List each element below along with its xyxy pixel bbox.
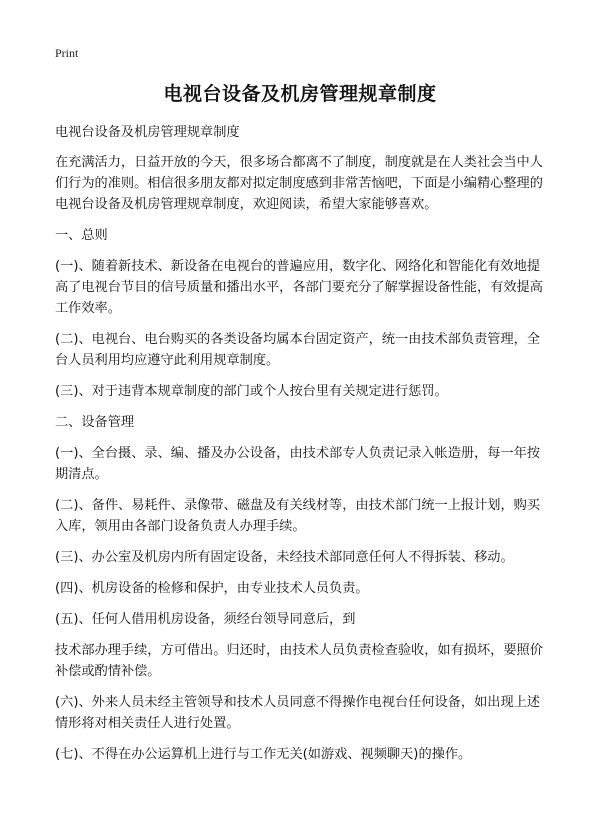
section2-item-4: (四)、机房设备的检修和保护，由专业技术人员负责。 [55, 581, 369, 596]
section2-item-7: (七)、不得在办公运算机上进行与工作无关(如游戏、视频聊天)的操作。 [55, 747, 472, 762]
section1-item-1: (一)、随着新技术、新设备在电视台的普遍应用，数字化、网络化和智能化有效地提高了电视台节目的信号质量和播出水平，各部门要充分了解掌握设备性能，有效提高工作效率。 [55, 259, 543, 316]
section2-item-6: (六)、外来人员未经主管领导和技术人员同意不得操作电视台任何设备，如出现上述情形将对相关责任人进行处置。 [55, 695, 541, 731]
section2-item-5: (五)、任何人借用机房设备，须经台领导同意后，到 [55, 612, 356, 627]
page-title: 电视台设备及机房管理规章制度 [163, 83, 437, 105]
document-subtitle: 电视台设备及机房管理规章制度 [55, 125, 240, 140]
document-body [55, 122, 550, 775]
section2-item-5-continued: 技术部办理手续，方可借出。归还时，由技术人员负责检查验收，如有损坏，要照价补偿或酌情补偿。 [55, 643, 543, 679]
section1-item-3: (三)、对于违背本规章制度的部门或个人按台里有关规定进行惩罚。 [55, 384, 448, 399]
section2-item-3: (三)、办公室及机房内所有固定设备，未经技术部同意任何人不得拆装、移动。 [55, 550, 514, 565]
intro-paragraph: 在充满活力，日益开放的今天，很多场合都离不了制度，制度就是在人类社会当中人们行为的准则。相信很多朋友都对拟定制度感到非常苦恼吧，下面是小编精心整理的电视台设备及机房管理规章制度，欢迎阅读，希望大家能够喜欢。 [55, 155, 543, 212]
section2-item-1: (一)、全台摄、录、编、播及办公设备，由技术部专人负责记录入帐造册，每一年按期清点。 [55, 446, 541, 482]
section-heading-general: 一、总则 [55, 228, 108, 243]
section1-item-2: (二)、电视台、电台购买的各类设备均属本台固定资产，统一由技术部负责管理，全台人员利用均应遵守此利用规章制度。 [55, 332, 541, 368]
section2-item-2: (二)、备件、易耗件、录像带、磁盘及有关线材等，由技术部门统一上报计划，购买入库，领用由各部门设备负责人办理手续。 [55, 498, 541, 534]
print-link[interactable]: Print [55, 46, 79, 60]
section-heading-equipment: 二、设备管理 [55, 415, 135, 430]
